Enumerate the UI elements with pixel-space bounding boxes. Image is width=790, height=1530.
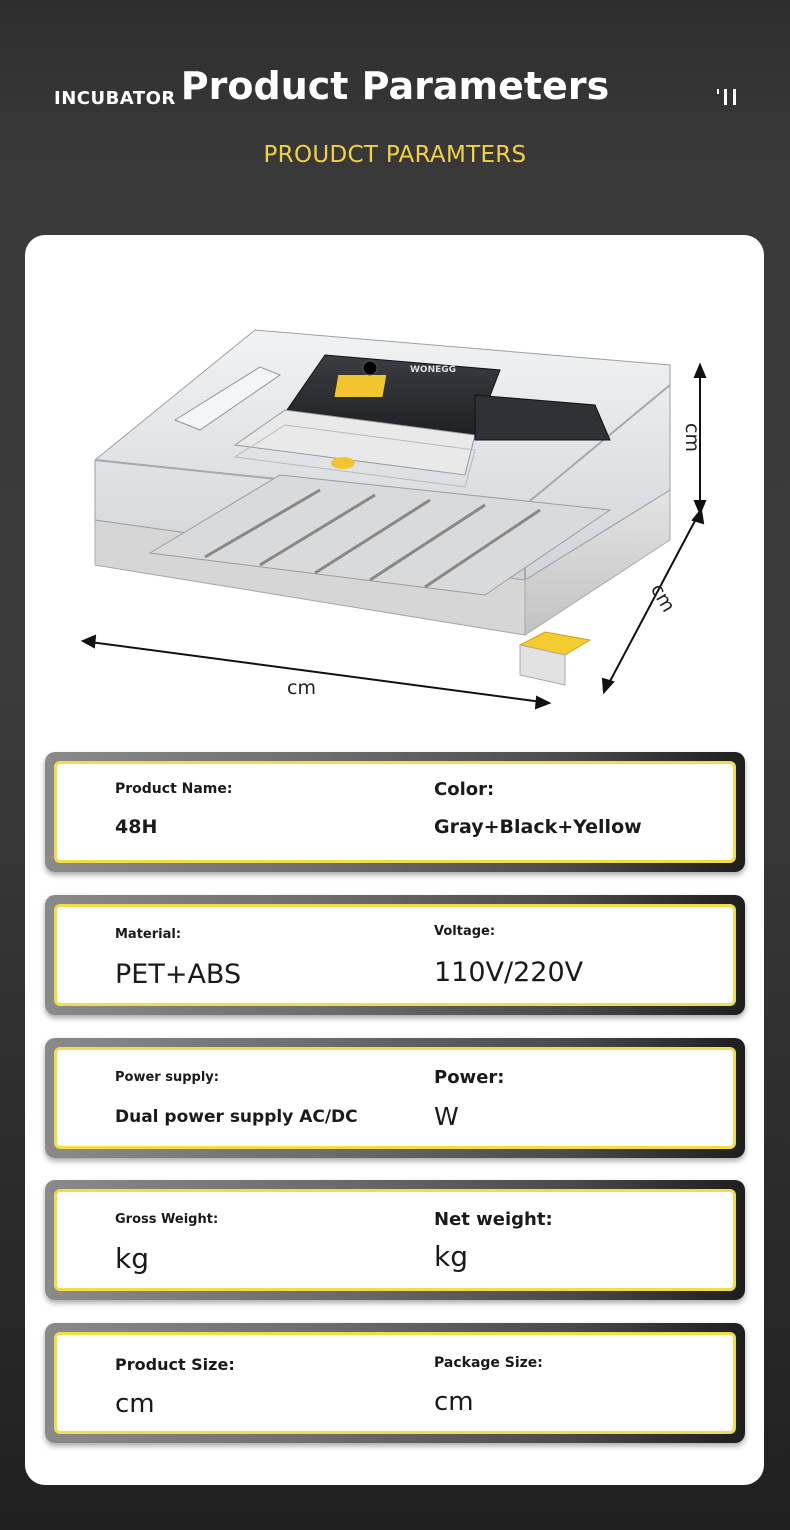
depth-dimension-label: cm [645, 580, 680, 617]
net-weight-label: Net weight: [434, 1209, 553, 1230]
gross-weight-value: kg [115, 1242, 149, 1275]
param-box-sizes [45, 1323, 745, 1443]
color-value: Gray+Black+Yellow [434, 816, 642, 838]
param-box-weights [45, 1180, 745, 1300]
param-box-name-color [45, 752, 745, 872]
brand-text: WONEGG [410, 365, 457, 375]
product-name-value: 48H [115, 816, 158, 838]
net-weight-value: kg [434, 1240, 468, 1273]
width-dimension-label: cm [287, 677, 316, 699]
incubator-illustration [25, 235, 764, 735]
height-dimension-label: cm [681, 423, 703, 452]
voltage-value: 110V/220V [434, 957, 584, 988]
material-value: PET+ABS [115, 959, 242, 990]
material-label: Material: [115, 927, 182, 942]
color-label: Color: [434, 779, 495, 800]
param-box-material-voltage [45, 895, 745, 1015]
product-name-label: Product Name: [115, 781, 233, 797]
product-size-label: Product Size: [115, 1355, 235, 1374]
gross-weight-label: Gross Weight: [115, 1212, 219, 1227]
power-label: Power: [434, 1067, 505, 1088]
product-size-value: cm [115, 1389, 155, 1419]
package-size-value: cm [434, 1387, 474, 1417]
power-supply-label: Power supply: [115, 1070, 219, 1085]
header-left-label: INCUBATOR [54, 88, 176, 109]
decorative-bars-icon [715, 86, 739, 108]
voltage-label: Voltage: [434, 924, 496, 939]
param-box-supply-power [45, 1038, 745, 1158]
page-title: Product Parameters [180, 64, 610, 108]
package-size-label: Package Size: [434, 1355, 543, 1371]
power-value: W [434, 1102, 459, 1131]
power-supply-value: Dual power supply AC/DC [115, 1107, 358, 1127]
page-subtitle: PROUDCT PARAMTERS [263, 142, 527, 168]
